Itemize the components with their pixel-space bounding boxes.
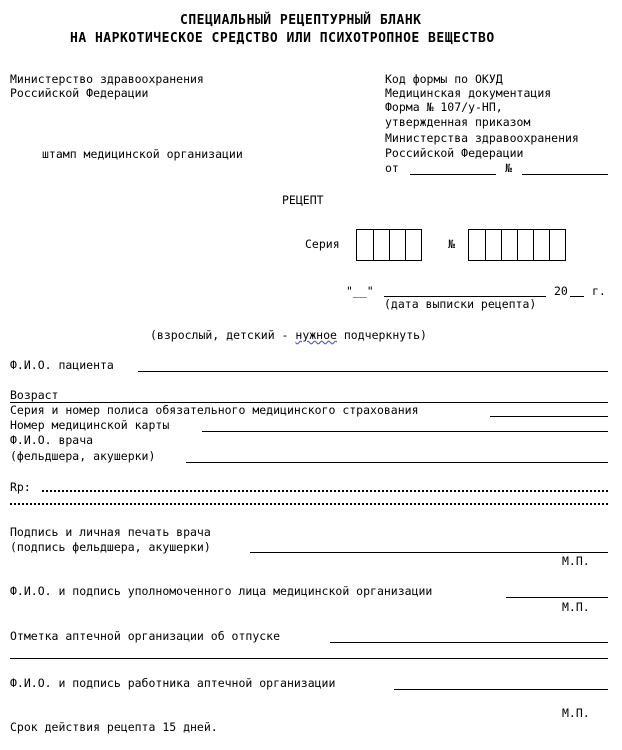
- series-cell-divider: [405, 230, 406, 260]
- order-date-label: от: [385, 161, 399, 175]
- patient-type-note: (взрослый, детский - нужное подчеркнуть): [150, 328, 427, 342]
- number-cell-divider: [533, 230, 534, 260]
- signature-sub-label: (подпись фельдшера, акушерки): [10, 540, 211, 554]
- underline-word: нужное: [295, 328, 337, 342]
- series-cell-divider: [373, 230, 374, 260]
- number-cell-divider: [549, 230, 550, 260]
- approved-by-label: утвержденная приказом: [385, 115, 531, 129]
- rp-line-2[interactable]: [10, 503, 608, 505]
- order-date-field[interactable]: [410, 174, 496, 175]
- stamp-place-3: М.П.: [562, 706, 590, 720]
- stamp-place-2: М.П.: [562, 600, 590, 614]
- number-cell-divider: [501, 230, 502, 260]
- authorized-person-label: Ф.И.О. и подпись уполномоченного лица медицинской организации: [10, 584, 433, 598]
- patient-name-field[interactable]: [138, 371, 608, 372]
- pharmacy-worker-field[interactable]: [394, 689, 608, 690]
- date-year-field[interactable]: [570, 296, 584, 297]
- card-label: Номер медицинской карты: [10, 418, 170, 432]
- ministry-line2: Российской Федерации: [10, 86, 149, 100]
- pharmacy-mark-field-2[interactable]: [10, 658, 608, 659]
- stamp-place-1: М.П.: [562, 554, 590, 568]
- date-caption: (дата выписки рецепта): [384, 297, 537, 311]
- ministry-approval-line2: Российской Федерации: [385, 146, 524, 160]
- signature-label: Подпись и личная печать врача: [10, 525, 211, 539]
- validity-note: Срок действия рецепта 15 дней.: [10, 720, 218, 734]
- number-cell-divider: [485, 230, 486, 260]
- rp-label: Rp:: [10, 480, 31, 494]
- form-title-line1: СПЕЦИАЛЬНЫЙ РЕЦЕПТУРНЫЙ БЛАНК: [180, 13, 422, 28]
- series-boxes[interactable]: [356, 229, 422, 261]
- policy-field[interactable]: [490, 416, 608, 417]
- pharmacy-mark-field-1[interactable]: [330, 642, 608, 643]
- number-label: №: [448, 237, 455, 251]
- recipe-heading: РЕЦЕПТ: [282, 193, 324, 207]
- date-day-quote: "__": [346, 284, 374, 298]
- doctor-name-field[interactable]: [186, 462, 608, 463]
- age-label: Возраст: [10, 388, 59, 402]
- pharmacy-mark-label: Отметка аптечной организации об отпуске: [10, 629, 281, 643]
- order-number-label: №: [505, 161, 512, 175]
- doctor-name-label: Ф.И.О. врача: [10, 433, 94, 447]
- date-year-suffix: г.: [592, 284, 606, 298]
- authorized-person-field[interactable]: [506, 597, 608, 598]
- series-label: Серия: [305, 237, 340, 251]
- ministry-approval-line1: Министерства здравоохранения: [385, 131, 579, 145]
- series-cell-divider: [389, 230, 390, 260]
- date-year-prefix: 20: [554, 284, 568, 298]
- pharmacy-worker-label: Ф.И.О. и подпись работника аптечной организации: [10, 676, 336, 690]
- rp-line-1[interactable]: [42, 490, 608, 492]
- number-boxes[interactable]: [468, 229, 566, 261]
- doctor-name-sub-label: (фельдшера, акушерки): [10, 449, 156, 463]
- stamp-caption: штамп медицинской организации: [42, 147, 243, 161]
- signature-field[interactable]: [250, 552, 608, 553]
- order-number-field[interactable]: [522, 174, 608, 175]
- form-title-line2: НА НАРКОТИЧЕСКОЕ СРЕДСТВО ИЛИ ПСИХОТРОПНОЕ ВЕЩЕСТВО: [70, 31, 495, 46]
- med-doc-label: Медицинская документация: [385, 86, 552, 100]
- patient-name-label: Ф.И.О. пациента: [10, 358, 114, 372]
- okud-code-label: Код формы по ОКУД: [385, 72, 503, 86]
- ministry-line1: Министерство здравоохранения: [10, 72, 204, 86]
- card-field[interactable]: [202, 431, 608, 432]
- policy-label: Серия и номер полиса обязательного медицинского страхования: [10, 403, 419, 417]
- form-number-label: Форма № 107/у-НП,: [385, 100, 503, 114]
- number-cell-divider: [517, 230, 518, 260]
